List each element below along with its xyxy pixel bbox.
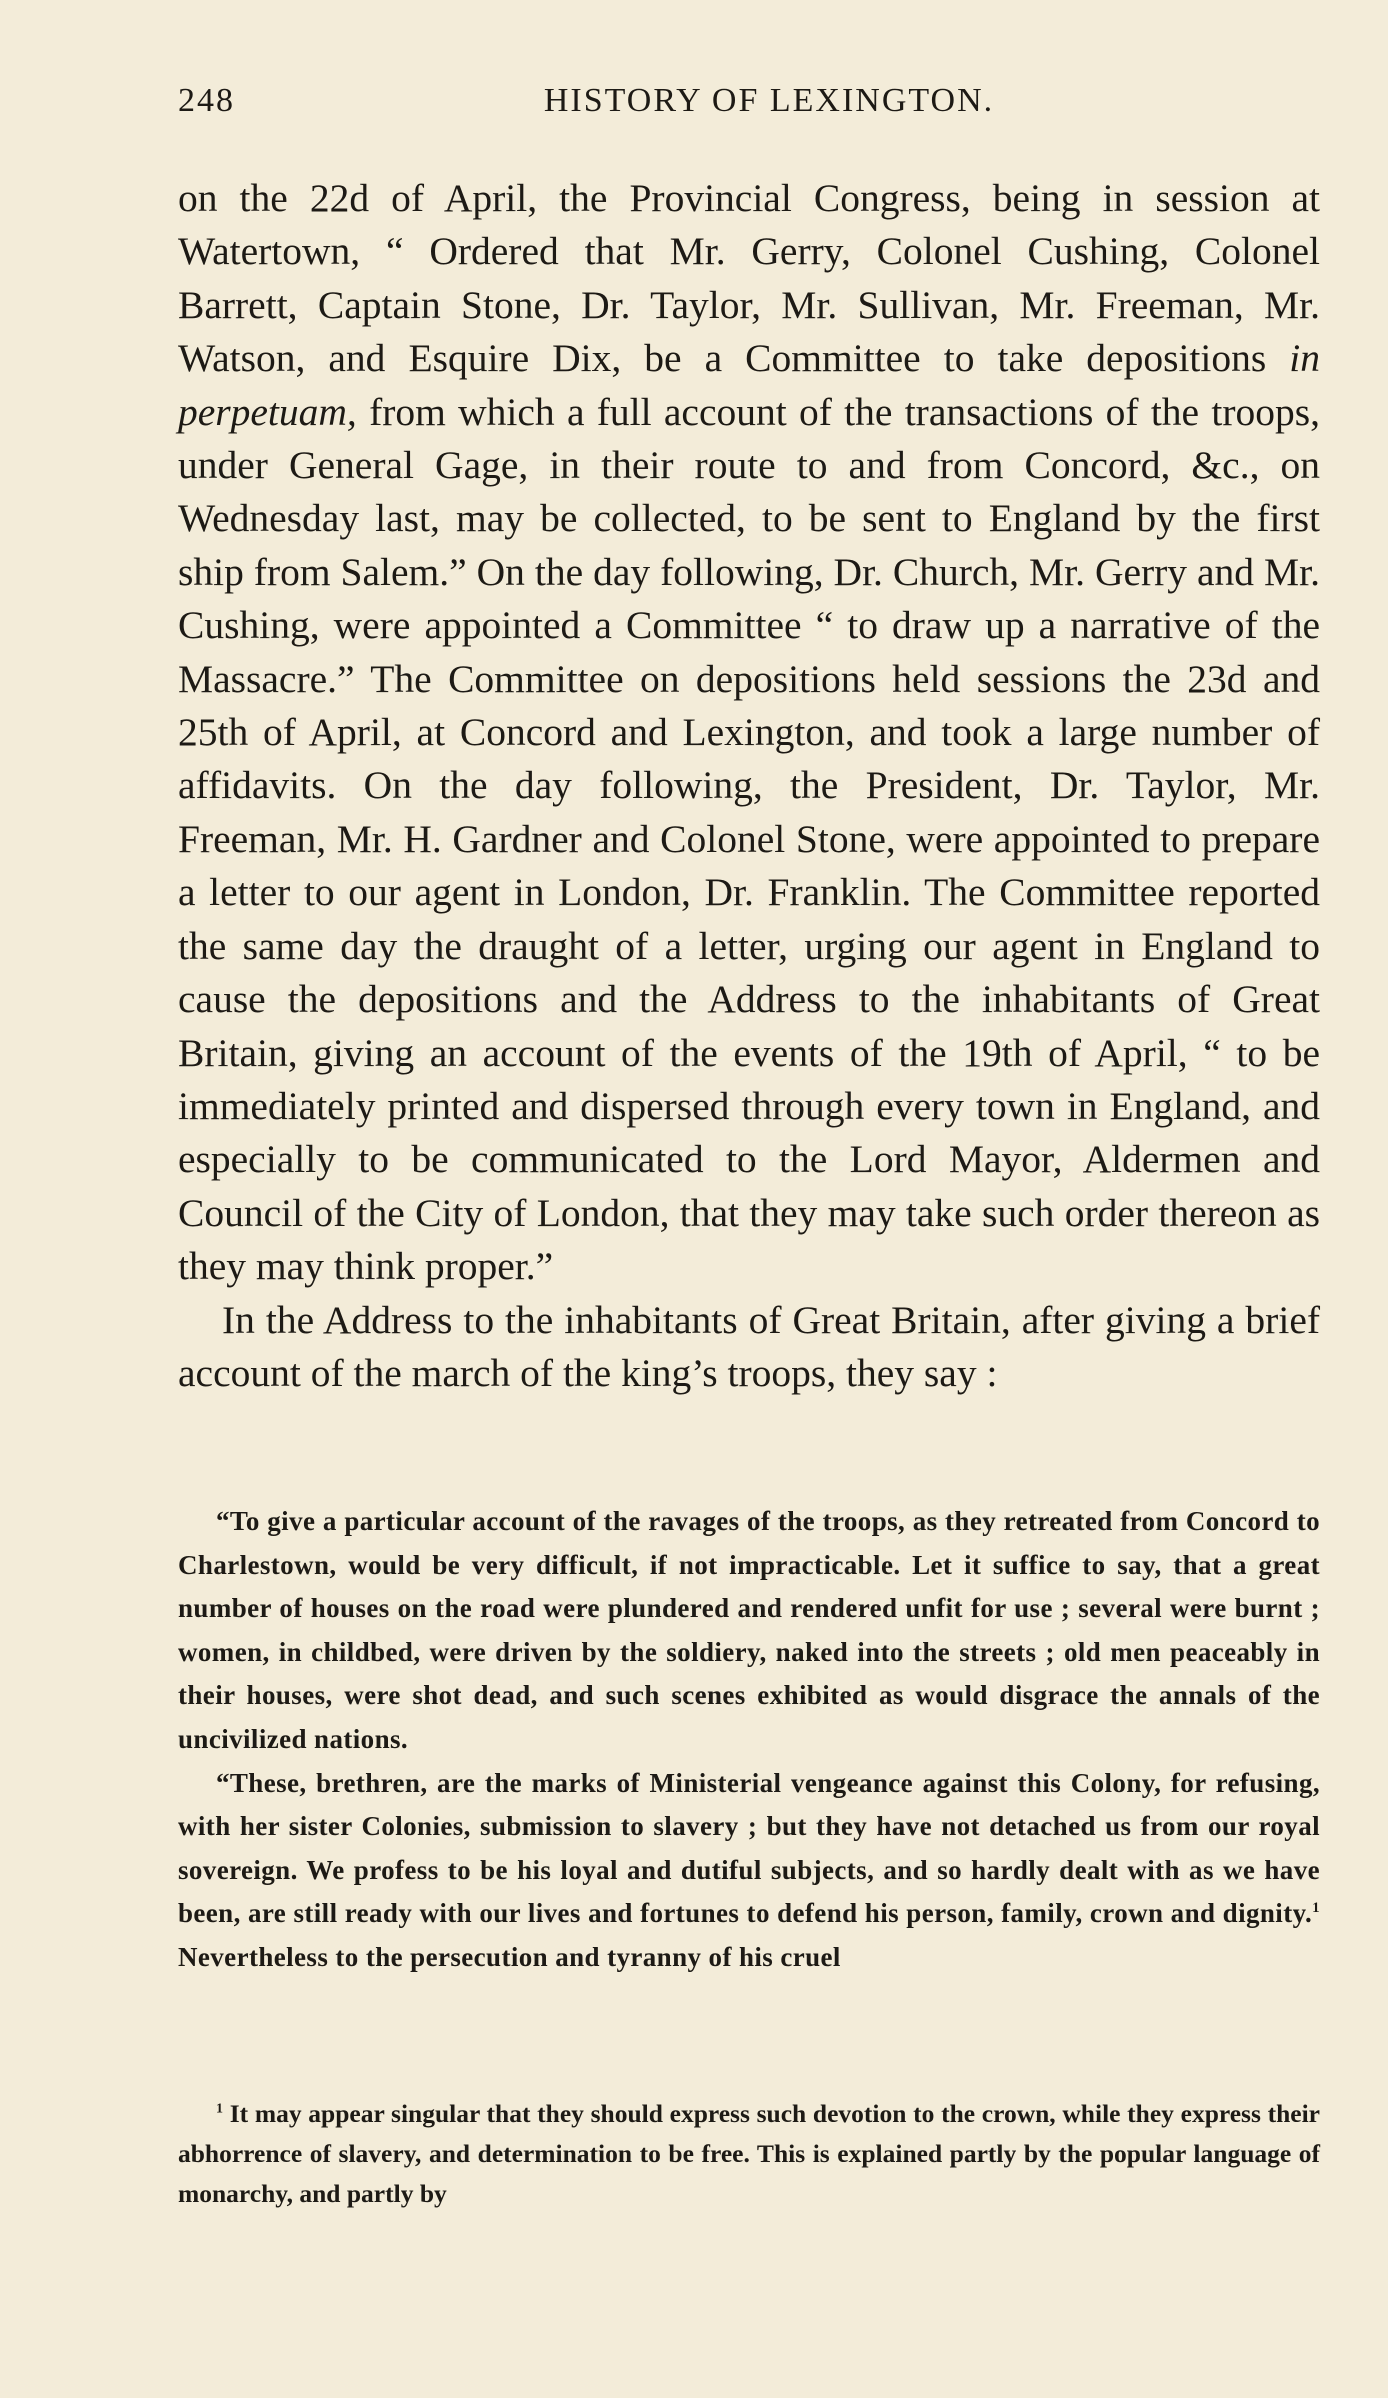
footnote-marker: 1 bbox=[216, 2101, 224, 2117]
quote-paragraph-1: “To give a particular account of the ravages of the troops, as they retreated from Concord to Charlestown, would be very difficult, if not impracticable. Let it suffice to say, that a great number of houses on the road were plundered and rendered unfit for use ; several were burnt ; women, in childbed, were driven by the soldiery, naked into the streets ; old men peaceably in their houses, were shot dead, and such scenes exhibited as would disgrace the annals of the uncivilized nations. bbox=[178, 1506, 1320, 1754]
quote-paragraph-2-text-a: “These, brethren, are the marks of Ministerial vengeance against this Colony, for refusing, with her sister Colonies, submission to slavery ; but they have not detached us from our royal sovereign. We profess to be his loyal and dutiful subjects, and so hardly dealt with as we have been, are still ready with our lives and fortunes to defend his person, family, crown and dignity. bbox=[178, 1767, 1320, 1929]
latin-phrase: in perpetuam, bbox=[178, 336, 1320, 434]
paragraph-1 bbox=[178, 172, 1320, 1294]
footnote-paragraph bbox=[178, 2094, 1320, 2214]
footnote bbox=[178, 2094, 1320, 2214]
main-text bbox=[178, 172, 1320, 1400]
page-header bbox=[178, 82, 1320, 142]
footnote-text: It may appear singular that they should express such devotion to the crown, while they express their abhorrence of slavery, and determination to be free. This is explained partly by the popular language of monarchy, and partly by bbox=[178, 2099, 1320, 2208]
book-page bbox=[178, 0, 1320, 2398]
paragraph-2: In the Address to the inhabitants of Great Britain, after giving a brief account of the march of the king’s troops, they say : bbox=[178, 1297, 1320, 1395]
quote-paragraph-2-text-b: Nevertheless to the persecution and tyranny of his cruel bbox=[178, 1941, 841, 1972]
address-quotation bbox=[178, 1500, 1320, 1980]
paragraph-1-text-a: on the 22d of April, the Provincial Congress, being in session at Watertown, “ Ordered that Mr. Gerry, Colonel Cushing, Colonel Barrett, Captain Stone, Dr. Taylor, Mr. Sullivan, Mr. Freeman, Mr. Watson, and Esquire Dix, be a Committee to take depositions bbox=[178, 176, 1320, 381]
running-title: HISTORY OF LEXINGTON. bbox=[543, 82, 995, 119]
footnote-reference: 1 bbox=[1312, 1900, 1320, 1917]
paragraph-1-text-b: from which a full account of the transactions of the troops, under General Gage, in their route to and from Concord, &c., on Wednesday last, may be collected, to be sent to England by the first ship from Salem.” On the day following, Dr. Church, Mr. Gerry and Mr. Cushing, were appointed a Committee “ to draw up a narrative of the Massacre.” The Committee on depositions held sessions the 23d and 25th of April, at Concord and Lexington, and took a large number of affidavits. On the day following, the President, Dr. Taylor, Mr. Freeman, Mr. H. Gardner and Colonel Stone, were appointed to prepare a letter to our agent in London, Dr. Franklin. The Committee reported the same day the draught of a letter, urging our agent in England to cause the depositions and the Address to the inhabitants of Great Britain, giving an account of the events of the 19th of April, “ to be immediately printed and dispersed through every town in England, and especially to be communicated to the Lord Mayor, Aldermen and Council of the City of London, that they may take such order thereon as they may think proper.” bbox=[178, 389, 1320, 1289]
page-number: 248 bbox=[178, 82, 235, 119]
quote-paragraph-2 bbox=[178, 1762, 1320, 1980]
